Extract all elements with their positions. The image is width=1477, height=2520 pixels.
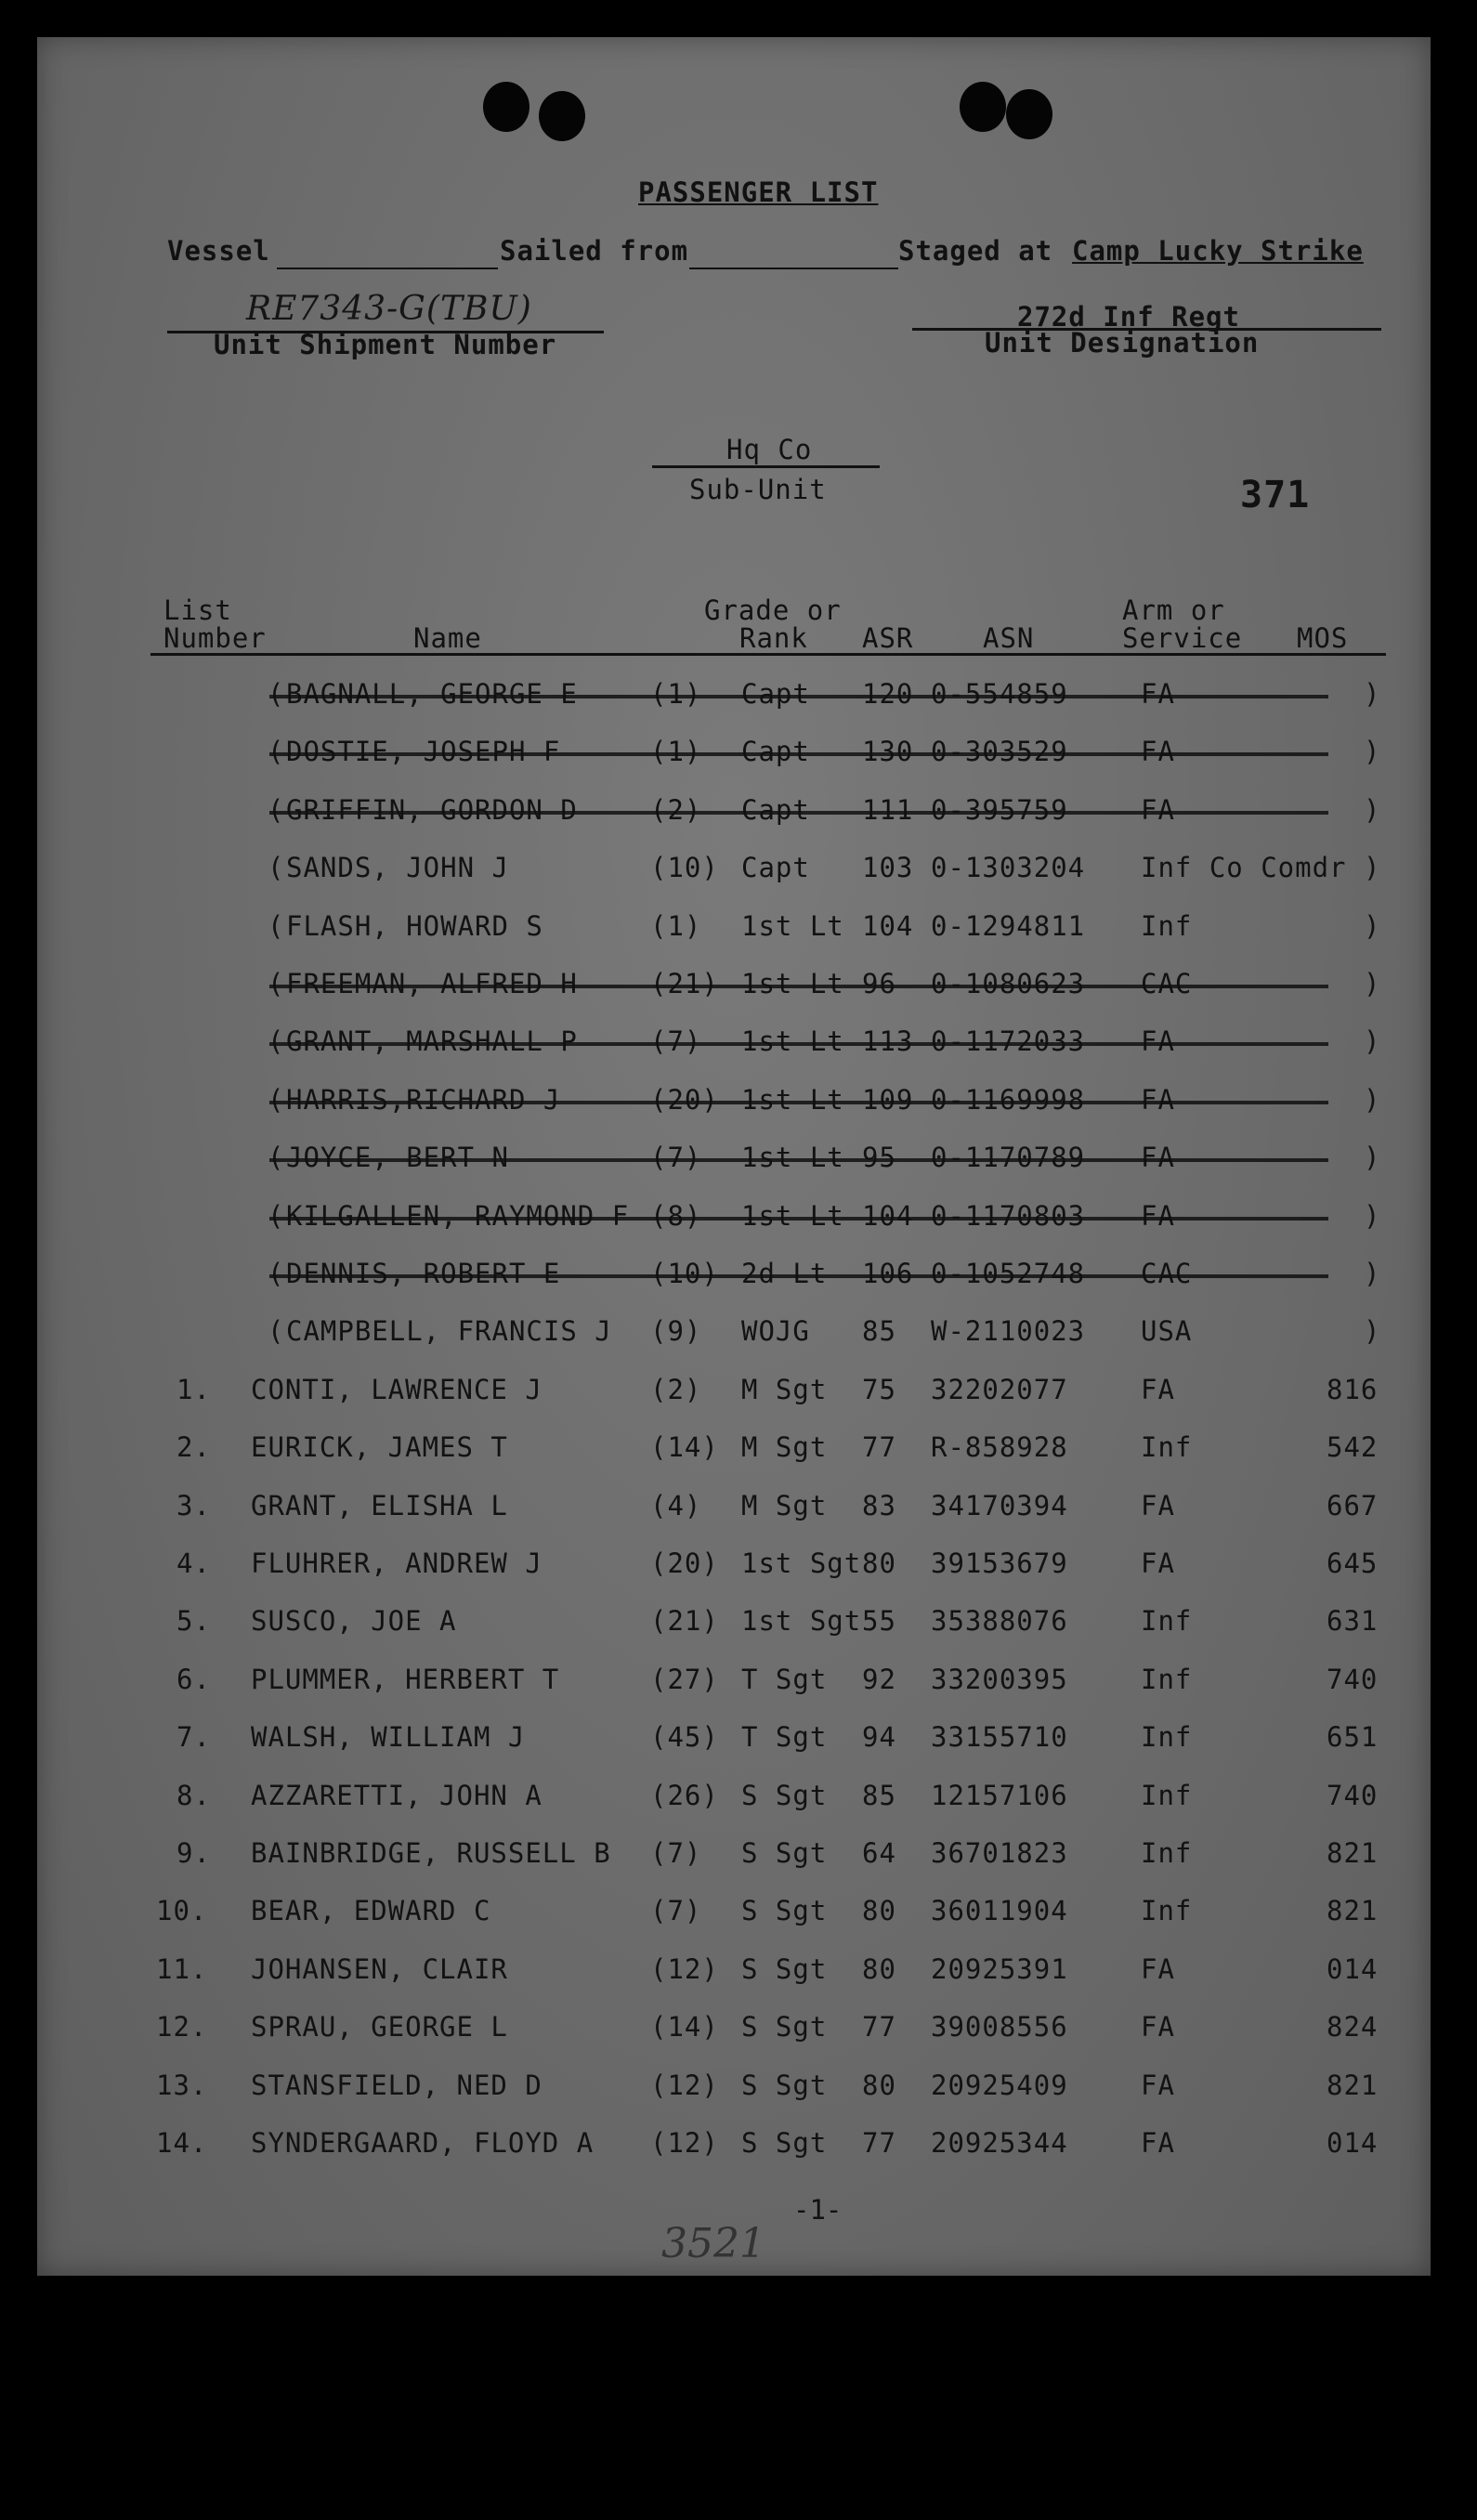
table-row (37, 1895, 1431, 1932)
cell-name: CAMPBELL, FRANCIS J (286, 1315, 612, 1347)
cell-code: (10) (650, 1258, 719, 1289)
strikethrough-line (269, 985, 1328, 988)
sub-unit-label: Sub-Unit (689, 474, 827, 505)
cell-num: 7. (176, 1721, 211, 1753)
document-page (37, 37, 1431, 2276)
cell-code: (8) (650, 1200, 702, 1232)
cell-arm: Inf (1141, 1780, 1193, 1811)
cell-grade: Capt (741, 852, 810, 883)
header-rule (150, 653, 1386, 656)
cell-arm: FA (1141, 1953, 1175, 1985)
cell-asn: W-2110023 (931, 1315, 1086, 1347)
cell-arm: FA (1141, 1490, 1175, 1521)
cell-open: ( (268, 1025, 285, 1057)
cell-asr: 92 (862, 1664, 896, 1695)
strikethrough-line (269, 752, 1328, 756)
cell-asr: 77 (862, 2127, 896, 2159)
table-row (37, 1315, 1431, 1352)
table-row (37, 852, 1431, 889)
page-code: 371 (1240, 474, 1311, 516)
cell-grade: S Sgt (741, 1953, 828, 1985)
table-row (37, 678, 1431, 715)
cell-mos: 740 (1327, 1664, 1379, 1695)
table-row (37, 1721, 1431, 1758)
cell-asr: 80 (862, 1953, 896, 1985)
cell-asn: 0-1052748 (931, 1258, 1086, 1289)
cell-asr: 80 (862, 2070, 896, 2101)
cell-open: ( (268, 910, 285, 942)
cell-asn: 20925391 (931, 1953, 1068, 1985)
table-row (37, 1200, 1431, 1237)
cell-mos: ) (1364, 1200, 1381, 1232)
col-grade-line1: Grade or (704, 594, 842, 626)
sub-unit-line (652, 465, 880, 468)
cell-arm: FA (1141, 794, 1175, 826)
cell-arm: FA (1141, 1084, 1175, 1116)
cell-asr: 77 (862, 1431, 896, 1463)
strikethrough-line (269, 695, 1328, 699)
cell-asr: 113 (862, 1025, 914, 1057)
cell-mos: ) (1364, 794, 1381, 826)
cell-grade: M Sgt (741, 1490, 828, 1521)
cell-name: GRANT, ELISHA L (251, 1490, 508, 1521)
cell-open: ( (268, 1142, 285, 1173)
cell-open: ( (268, 736, 285, 767)
table-row (37, 2070, 1431, 2107)
cell-mos: ) (1364, 1258, 1381, 1289)
table-row (37, 1664, 1431, 1701)
vessel-blank (277, 268, 498, 269)
cell-name: AZZARETTI, JOHN A (251, 1780, 542, 1811)
shipment-number: RE7343-G(TBU) (246, 290, 532, 328)
cell-name: BEAR, EDWARD C (251, 1895, 491, 1926)
cell-name: SPRAU, GEORGE L (251, 2011, 508, 2043)
cell-arm: FA (1141, 1200, 1175, 1232)
cell-name: SYNDERGAARD, FLOYD A (251, 2127, 595, 2159)
cell-asn: 0-1170789 (931, 1142, 1086, 1173)
cell-arm: Inf (1141, 1664, 1193, 1695)
cell-mos: ) (1364, 678, 1381, 710)
cell-mos: 821 (1327, 1895, 1379, 1926)
cell-asn: 33200395 (931, 1664, 1068, 1695)
cell-grade: M Sgt (741, 1431, 828, 1463)
cell-asn: 12157106 (931, 1780, 1068, 1811)
cell-asr: 96 (862, 968, 896, 999)
cell-name: DOSTIE, JOSEPH F (286, 736, 561, 767)
cell-arm: CAC (1141, 1258, 1193, 1289)
cell-grade: 1st Lt (741, 1025, 844, 1057)
table-row (37, 2011, 1431, 2048)
cell-asr: 106 (862, 1258, 914, 1289)
cell-mos: ) (1364, 736, 1381, 767)
cell-num: 4. (176, 1547, 211, 1579)
cell-asn: 20925409 (931, 2070, 1068, 2101)
cell-grade: WOJG (741, 1315, 810, 1347)
vessel-label: Vessel (167, 235, 270, 267)
cell-mos: 645 (1327, 1547, 1379, 1579)
cell-code: (20) (650, 1084, 719, 1116)
sailed-from-label: Sailed from (500, 235, 689, 267)
col-arm-line2: Service (1122, 622, 1243, 654)
cell-asn: 20925344 (931, 2127, 1068, 2159)
cell-mos: 651 (1327, 1721, 1379, 1753)
cell-arm: FA (1141, 736, 1175, 767)
cell-grade: 1st Lt (741, 910, 844, 942)
cell-asn: 36011904 (931, 1895, 1068, 1926)
cell-asn: 39153679 (931, 1547, 1068, 1579)
cell-code: (12) (650, 1953, 719, 1985)
cell-arm: Inf (1141, 1431, 1193, 1463)
staged-at-value: Camp Lucky Strike (1072, 235, 1364, 267)
cell-mos: ) (1364, 910, 1381, 942)
cell-grade: 1st Lt (741, 1142, 844, 1173)
cell-asn: R-858928 (931, 1431, 1068, 1463)
col-list-number-line2: Number (163, 622, 267, 654)
cell-mos: ) (1364, 1315, 1381, 1347)
col-list-number-line1: List (163, 594, 232, 626)
cell-code: (2) (650, 1374, 702, 1405)
cell-mos: ) (1364, 1025, 1381, 1057)
table-row (37, 794, 1431, 831)
cell-code: (27) (650, 1664, 719, 1695)
cell-arm: FA (1141, 1547, 1175, 1579)
strikethrough-line (269, 1274, 1328, 1278)
cell-asn: 34170394 (931, 1490, 1068, 1521)
cell-arm: FA (1141, 1374, 1175, 1405)
col-name: Name (413, 622, 482, 654)
table-row (37, 1431, 1431, 1469)
strikethrough-line (269, 1101, 1328, 1104)
cell-num: 3. (176, 1490, 211, 1521)
cell-asr: 103 (862, 852, 914, 883)
sailed-from-blank (689, 268, 898, 269)
cell-arm: FA (1141, 1142, 1175, 1173)
cell-asn: 33155710 (931, 1721, 1068, 1753)
cell-name: BAGNALL, GEORGE E (286, 678, 578, 710)
cell-num: 5. (176, 1605, 211, 1637)
cell-grade: 1st Sgt (741, 1605, 862, 1637)
table-row (37, 910, 1431, 947)
cell-code: (7) (650, 1142, 702, 1173)
cell-asr: 109 (862, 1084, 914, 1116)
cell-asr: 55 (862, 1605, 896, 1637)
cell-arm: CAC (1141, 968, 1193, 999)
cell-asn: 0-1169998 (931, 1084, 1086, 1116)
cell-code: (14) (650, 2011, 719, 2043)
table-row (37, 1258, 1431, 1295)
cell-mos: 824 (1327, 2011, 1379, 2043)
cell-arm: FA (1141, 2070, 1175, 2101)
cell-code: (21) (650, 1605, 719, 1637)
table-row (37, 1780, 1431, 1817)
cell-asr: 85 (862, 1315, 896, 1347)
table-row (37, 1547, 1431, 1585)
cell-code: (26) (650, 1780, 719, 1811)
cell-grade: S Sgt (741, 2011, 828, 2043)
cell-code: (7) (650, 1895, 702, 1926)
cell-name: WALSH, WILLIAM J (251, 1721, 526, 1753)
unit-designation-label: Unit Designation (985, 327, 1260, 359)
cell-mos: 816 (1327, 1374, 1379, 1405)
cell-arm: Inf (1141, 910, 1193, 942)
col-grade-line2: Rank (739, 622, 808, 654)
cell-open: ( (268, 1315, 285, 1347)
cell-asn: 0-1303204 (931, 852, 1086, 883)
cell-open: ( (268, 1084, 285, 1116)
cell-name: JOYCE, BERT N (286, 1142, 509, 1173)
cell-code: (12) (650, 2127, 719, 2159)
cell-num: 9. (176, 1837, 211, 1869)
cell-asr: 85 (862, 1780, 896, 1811)
cell-grade: 1st Lt (741, 1200, 844, 1232)
cell-arm: Inf (1141, 1837, 1193, 1869)
cell-name: JOHANSEN, CLAIR (251, 1953, 508, 1985)
staged-at-label: Staged at (898, 235, 1053, 267)
cell-asr: 83 (862, 1490, 896, 1521)
cell-code: (4) (650, 1490, 702, 1521)
cell-grade: S Sgt (741, 1780, 828, 1811)
punch-hole (483, 82, 529, 132)
cell-mos: 667 (1327, 1490, 1379, 1521)
cell-grade: S Sgt (741, 1895, 828, 1926)
col-mos: MOS (1297, 622, 1349, 654)
col-arm-line1: Arm or (1122, 594, 1225, 626)
table-row (37, 1142, 1431, 1179)
cell-open: ( (268, 794, 285, 826)
cell-grade: S Sgt (741, 1837, 828, 1869)
cell-grade: S Sgt (741, 2070, 828, 2101)
cell-grade: Capt (741, 794, 810, 826)
col-asr: ASR (862, 622, 914, 654)
strikethrough-line (269, 1158, 1328, 1162)
cell-mos: 014 (1327, 1953, 1379, 1985)
sub-unit-value: Hq Co (726, 434, 813, 465)
cell-name: SANDS, JOHN J (286, 852, 509, 883)
cell-asr: 120 (862, 678, 914, 710)
cell-code: (1) (650, 910, 702, 942)
cell-grade: M Sgt (741, 1374, 828, 1405)
table-row (37, 1025, 1431, 1063)
cell-asr: 95 (862, 1142, 896, 1173)
cell-mos: 821 (1327, 2070, 1379, 2101)
cell-asn: 36701823 (931, 1837, 1068, 1869)
cell-code: (10) (650, 852, 719, 883)
cell-mos: ) (1364, 1142, 1381, 1173)
cell-asr: 75 (862, 1374, 896, 1405)
cell-mos: 740 (1327, 1780, 1379, 1811)
cell-asr: 80 (862, 1547, 896, 1579)
cell-name: KILGALLEN, RAYMOND F (286, 1200, 630, 1232)
table-row (37, 736, 1431, 773)
cell-num: 2. (176, 1431, 211, 1463)
punch-hole (1006, 89, 1052, 139)
cell-arm: FA (1141, 1025, 1175, 1057)
cell-mos: 631 (1327, 1605, 1379, 1637)
cell-asr: 80 (862, 1895, 896, 1926)
punch-hole (960, 82, 1006, 132)
table-row (37, 1605, 1431, 1642)
cell-code: (2) (650, 794, 702, 826)
cell-asn: 0-395759 (931, 794, 1068, 826)
cell-code: (7) (650, 1837, 702, 1869)
table-row (37, 968, 1431, 1005)
cell-code: (12) (650, 2070, 719, 2101)
strikethrough-line (269, 1042, 1328, 1046)
cell-code: (1) (650, 736, 702, 767)
cell-asr: 104 (862, 910, 914, 942)
cell-asr: 94 (862, 1721, 896, 1753)
strikethrough-line (269, 1217, 1328, 1221)
cell-asn: 32202077 (931, 1374, 1068, 1405)
cell-num: 12. (156, 2011, 208, 2043)
cell-name: SUSCO, JOE A (251, 1605, 457, 1637)
cell-asn: 0-1170803 (931, 1200, 1086, 1232)
cell-num: 10. (156, 1895, 208, 1926)
table-row (37, 2127, 1431, 2164)
cell-code: (21) (650, 968, 719, 999)
cell-grade: 1st Lt (741, 968, 844, 999)
cell-name: FLASH, HOWARD S (286, 910, 543, 942)
cell-grade: 2d Lt (741, 1258, 828, 1289)
cell-grade: Capt (741, 678, 810, 710)
cell-num: 11. (156, 1953, 208, 1985)
cell-mos: ) (1364, 968, 1381, 999)
cell-asn: 0-1294811 (931, 910, 1086, 942)
cell-open: ( (268, 852, 285, 883)
strikethrough-line (269, 811, 1328, 815)
cell-asn: 0-1080623 (931, 968, 1086, 999)
col-asn: ASN (983, 622, 1035, 654)
cell-code: (45) (650, 1721, 719, 1753)
cell-arm: FA (1141, 678, 1175, 710)
cell-asn: 39008556 (931, 2011, 1068, 2043)
cell-name: FREEMAN, ALFRED H (286, 968, 578, 999)
table-row (37, 1374, 1431, 1411)
page-title: PASSENGER LIST (638, 176, 879, 208)
cell-name: PLUMMER, HERBERT T (251, 1664, 560, 1695)
cell-arm: Inf (1141, 1721, 1193, 1753)
handwritten-number: 3521 (661, 2220, 765, 2267)
cell-asr: 64 (862, 1837, 896, 1869)
cell-mos: ) (1364, 1084, 1381, 1116)
cell-open: ( (268, 678, 285, 710)
table-row (37, 1837, 1431, 1874)
cell-asn: 0-554859 (931, 678, 1068, 710)
table-row (37, 1084, 1431, 1121)
cell-name: BAINBRIDGE, RUSSELL B (251, 1837, 611, 1869)
cell-arm: Inf (1141, 1895, 1193, 1926)
cell-open: ( (268, 968, 285, 999)
cell-name: STANSFIELD, NED D (251, 2070, 542, 2101)
cell-arm: FA (1141, 2011, 1175, 2043)
cell-asr: 111 (862, 794, 914, 826)
cell-grade: T Sgt (741, 1664, 828, 1695)
cell-asr: 130 (862, 736, 914, 767)
cell-num: 14. (156, 2127, 208, 2159)
table-row (37, 1953, 1431, 1991)
cell-open: ( (268, 1258, 285, 1289)
cell-mos: ) (1364, 852, 1381, 883)
cell-asr: 104 (862, 1200, 914, 1232)
punch-hole (539, 91, 585, 141)
cell-name: DENNIS, ROBERT E (286, 1258, 561, 1289)
cell-name: GRIFFIN, GORDON D (286, 794, 578, 826)
cell-grade: T Sgt (741, 1721, 828, 1753)
cell-arm: Inf Co Comdr (1141, 852, 1347, 883)
cell-code: (20) (650, 1547, 719, 1579)
cell-asn: 0-303529 (931, 736, 1068, 767)
cell-mos: 542 (1327, 1431, 1379, 1463)
cell-asn: 0-1172033 (931, 1025, 1086, 1057)
cell-asn: 35388076 (931, 1605, 1068, 1637)
cell-code: (9) (650, 1315, 702, 1347)
cell-grade: Capt (741, 736, 810, 767)
cell-num: 6. (176, 1664, 211, 1695)
cell-num: 1. (176, 1374, 211, 1405)
unit-designation-value: 272d Inf Regt (1017, 301, 1240, 333)
cell-name: HARRIS,RICHARD J (286, 1084, 561, 1116)
cell-asr: 77 (862, 2011, 896, 2043)
cell-num: 8. (176, 1780, 211, 1811)
cell-name: EURICK, JAMES T (251, 1431, 508, 1463)
cell-name: GRANT, MARSHALL P (286, 1025, 578, 1057)
cell-num: 13. (156, 2070, 208, 2101)
cell-code: (14) (650, 1431, 719, 1463)
cell-arm: Inf (1141, 1605, 1193, 1637)
shipment-label: Unit Shipment Number (214, 329, 557, 360)
cell-name: CONTI, LAWRENCE J (251, 1374, 542, 1405)
table-row (37, 1490, 1431, 1527)
cell-open: ( (268, 1200, 285, 1232)
cell-name: FLUHRER, ANDREW J (251, 1547, 542, 1579)
cell-arm: FA (1141, 2127, 1175, 2159)
cell-mos: 014 (1327, 2127, 1379, 2159)
cell-arm: USA (1141, 1315, 1193, 1347)
cell-grade: 1st Sgt (741, 1547, 862, 1579)
cell-code: (1) (650, 678, 702, 710)
cell-mos: 821 (1327, 1837, 1379, 1869)
cell-grade: 1st Lt (741, 1084, 844, 1116)
cell-grade: S Sgt (741, 2127, 828, 2159)
page-number: -1- (793, 2194, 843, 2226)
cell-code: (7) (650, 1025, 702, 1057)
